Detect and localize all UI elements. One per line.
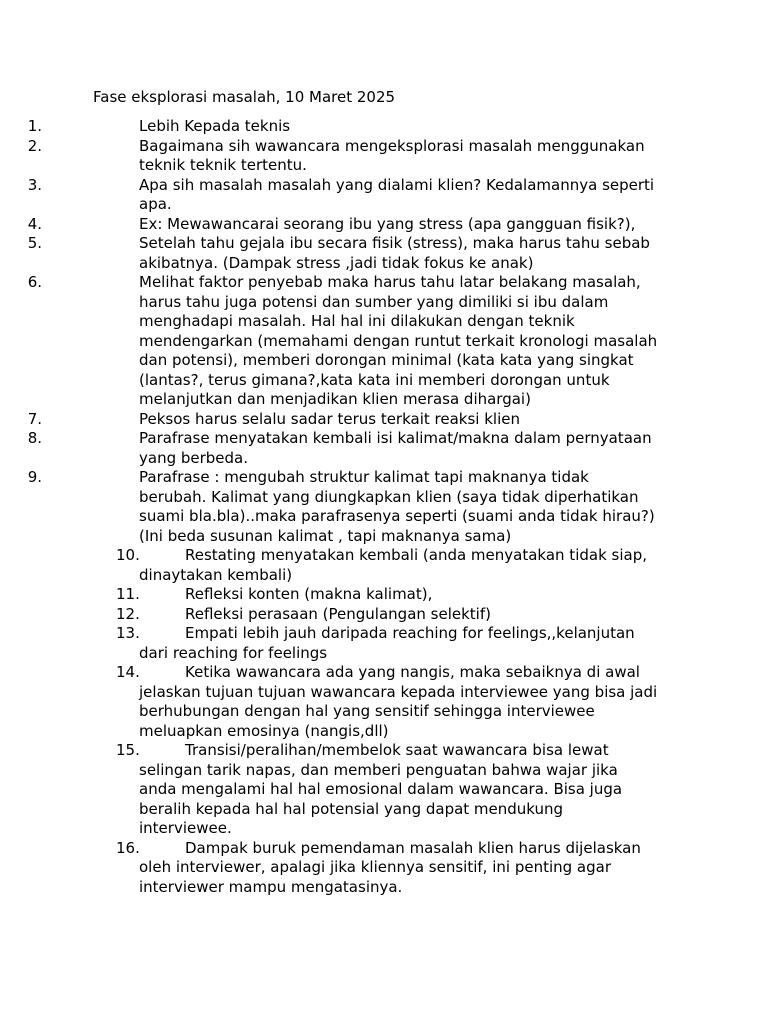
list-item-text: Apa sih masalah masalah yang dialami klien? Kedalamannya seperti [139,175,655,194]
list-item-text: dan potensi), memberi dorongan minimal (kata kata yang singkat [139,351,634,369]
list-item-text: beralih kepada hal hal potensial yang dapat mendukung [139,799,564,818]
list-item-text [139,839,679,859]
list-item-text: Bagaimana sih wawancara mengeksplorasi masalah menggunakan [139,136,645,155]
list-item [0,429,679,468]
list-item-number: 11. [116,585,140,603]
list-item-text: Parafrase : mengubah struktur kalimat tapi maknanya tidak [139,468,589,486]
list-item [0,663,679,741]
list-item-text: Parafrase menyatakan kembali isi kalimat/makna dalam pernyataan [139,429,652,447]
list-item-text: oleh interviewer, apalagi jika kliennya sensitif, ini penting agar [139,858,611,876]
list-item-line: Dampak buruk pemendaman masalah klien harus dijelaskan [185,838,641,857]
list-item-number: 4. [27,214,42,233]
list-item-number: 6. [27,273,42,291]
list-item-number: 2. [27,136,42,155]
list-item-line: Empati lebih jauh daripada reaching for feelings,,kelanjutan [185,624,635,642]
list-item [0,624,679,663]
list-item [0,741,679,839]
list-item [0,839,679,898]
list-item-line: Transisi/peralihan/membelok saat wawancara bisa lewat [185,741,609,759]
list-item-text: Ex: Mewawancarai seorang ibu yang stress (apa gangguan fisik?), [139,214,636,233]
list-item-number: 5. [27,234,42,252]
list-item-text: selingan tarik napas, dan memberi penguatan bahwa wajar jika [139,760,618,779]
list-item-text: interviewee. [139,819,232,837]
list-item-number: 12. [116,604,140,623]
list-item [0,117,679,137]
list-item-text [139,585,679,605]
list-item-text [139,605,679,625]
list-item-line: Ketika wawancara ada yang nangis, maka sebaiknya di awal [185,663,640,681]
list-item-number: 3. [27,175,42,194]
list-item-text: Setelah tahu gejala ibu secara fisik (stress), maka harus tahu sebab [139,234,650,252]
list-item-number: 16. [116,838,140,857]
list-item-text: dari reaching for feelings [139,643,328,662]
list-item [0,234,679,273]
list-item [0,605,679,625]
list-item-number: 8. [27,429,42,447]
list-item-text: jelaskan tujuan tujuan wawancara kepada interviewee yang bisa jadi [139,682,658,701]
list-item [0,137,679,176]
list-item [0,546,679,585]
list-item-text: harus tahu juga potensi dan sumber yang dimiliki si ibu dalam [139,292,609,311]
list-item-text: berubah. Kalimat yang diungkapkan klien (saya tidak diperhatikan [139,487,639,506]
list-item-text: melanjutkan dan menjadikan klien merasa dihargai) [139,390,531,408]
list-item-number: 13. [116,624,140,642]
list-item-text: anda mengalami hal hal emosional dalam wawancara. Bisa juga [139,780,623,798]
list-item-number: 7. [27,409,42,428]
list-item [0,410,679,430]
list-item-text: mendengarkan (memahami dengan runtut terkait kronologi masalah [139,331,658,350]
list-item-text [139,546,679,566]
list-item-text: apa. [139,195,172,213]
list-item-text: meluapkan emosinya (nangis,dll) [139,721,389,740]
list-item-line: Restating menyatakan kembali (anda menyatakan tidak siap, [185,546,647,564]
list-item [0,585,679,605]
list-item-line: Refleksi perasaan (Pengulangan selektif) [185,604,491,623]
list-item-number: 15. [116,741,140,759]
list-item-text [139,663,679,683]
list-item-text: akibatnya. (Dampak stress ,jadi tidak fokus ke anak) [139,253,534,272]
list-item-number: 14. [116,663,140,681]
numbered-list [0,117,768,897]
list-item-text: berhubungan dengan hal yang sensitif sehingga interviewee [139,702,595,720]
list-item [0,215,679,235]
list-item-number: 9. [27,468,42,486]
list-item-text: dinaytakan kembali) [139,565,293,584]
list-item-text [139,624,679,644]
list-item [0,176,679,215]
list-item-text: suami bla.bla)..maka parafrasenya seperti (suami anda tidak hirau?) [139,507,655,525]
list-item-text: teknik teknik tertentu. [139,156,307,174]
list-item-text: menghadapi masalah. Hal hal ini dilakukan dengan teknik [139,312,575,330]
list-item-number: 10. [116,546,140,564]
list-item-text: Lebih Kepada teknis [139,117,291,135]
list-item-text: (Ini beda susunan kalimat , tapi maknanya sama) [139,526,512,545]
list-item [0,273,679,410]
list-item-text: interviewer mampu mengatasinya. [139,877,403,896]
list-item [0,468,679,546]
list-item-text: yang berbeda. [139,448,249,467]
list-item-text: Peksos harus selalu sadar terus terkait reaksi klien [139,409,520,428]
page-title: Fase eksplorasi masalah, 10 Maret 2025 [93,88,396,106]
list-item-text [139,741,679,761]
list-item-line: Refleksi konten (makna kalimat), [185,585,433,603]
list-item-text: (lantas?, terus gimana?,kata kata ini memberi dorongan untuk [139,370,610,389]
list-item-text: Melihat faktor penyebab maka harus tahu latar belakang masalah, [139,273,641,291]
list-item-number: 1. [27,117,42,135]
